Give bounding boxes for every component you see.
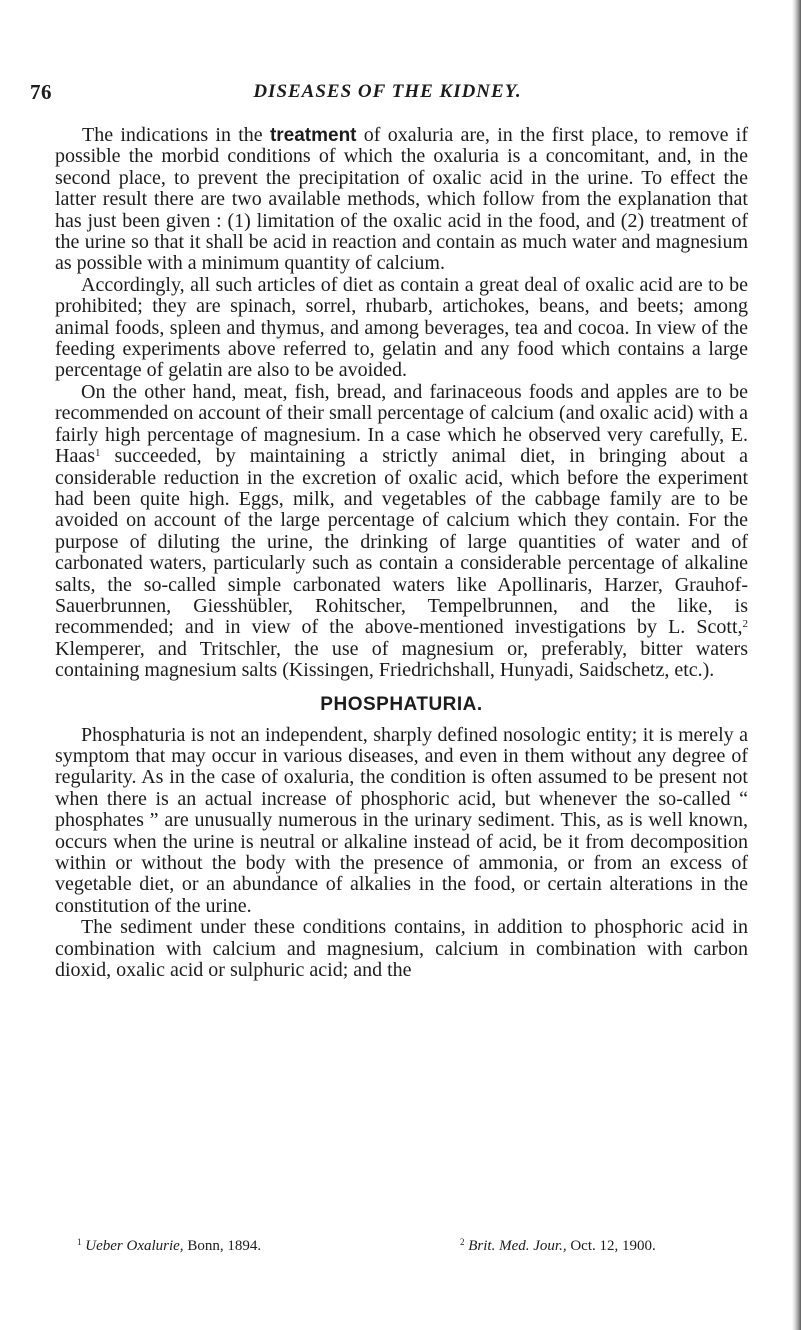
footnote-ref-2: 2 [742,618,748,631]
footnote-mark: 1 [77,1237,82,1247]
footnote-ref-1: 1 [94,447,101,460]
footnote-1 [77,1238,261,1255]
bold-term: treatment [269,125,357,146]
body-text [55,125,748,981]
paragraph-text: of oxaluria are, in the first place, to remove if possible the morbid conditions of which the oxaluria is a concomitant, and, in the second place, to prevent the precipitation of oxalic acid in the urine. To effect the latter result there are two available methods, which follow from the explanation that has just been given : (1) limitation of the oxalic acid in the food, and (2) treatment of the urine so that it shall be acid in reaction and contain as much water and magnesium as possible with a minimum quantity of calcium. [55,124,748,275]
running-title: DISEASES OF THE KIDNEY. [253,81,522,102]
paragraph-treatment [55,125,748,275]
footnote-text: Bonn, 1894. [183,1238,262,1254]
page-number: 76 [30,80,52,104]
paragraph-text: On the other hand, meat, fish, bread, and farinaceous foods and apples are to be recommended on account of their small percentage of calcium (and oxalic acid) with a fairly high percentage of magnesium. In a case which he observed very carefully, E. Haas [55,380,748,468]
footnote-2 [460,1238,656,1255]
footnote-title: Brit. Med. Jour., [468,1238,567,1254]
footnote-text: Oct. 12, 1900. [566,1238,656,1254]
footnote-title: Ueber Oxalurie, [85,1238,184,1254]
paragraph-text: succeeded, by maintaining a strictly animal diet, in bringing about a considerable reduction in the excretion of oxalic acid, which before the experiment had been quite high. Eggs, milk, and vegetables of the cabbage family are to be avoided on account of the large percentage of calcium which they contain. For the purpose of diluting the urine, the drinking of large quantities of water and of carbonated waters, particularly such as contain a considerable percentage of alkaline salts, the so-called simple carbonated waters like Apollinaris, Harzer, Grauhof-Sauerbrunnen, Giesshübler, Rohitscher, Tempelbrunnen, and the like, is recommended; and in view of the above-mentioned investigations by L. Scott, [55,445,748,639]
paragraph-text: Klemperer, and Tritschler, the use of magnesium or, preferably, bitter waters containing magnesium salts (Kissingen, Friedrichshall, Hunyadi, Saidschetz, etc.). [55,637,748,682]
section-heading: PHOSPHATURIA. [320,693,483,715]
paragraph-text: The indications in the [82,124,270,146]
page-edge-shadow [792,0,801,1330]
page-header [30,80,745,110]
paragraph-phosphaturia: Phosphaturia is not an independent, sharply defined nosologic entity; it is merely a symptom that may occur in various diseases, and even in them without any degree of regularity. As in the case of oxaluria, the condition is often assumed to be present not when there is an actual increase of phosphoric acid, but whenever the so-called “ phosphates ” are unusually numerous in the urinary sediment. This, as is well known, occurs when the urine is neutral or alkaline instead of acid, be it from decomposition within or without the body with the presence of ammonia, or from an excess of vegetable diet, or an abundance of alkalies in the food, or certain alterations in the constitution of the urine. [55,723,748,917]
paragraph-diet-recommended [55,382,748,682]
paragraph-diet-prohibited: Accordingly, all such articles of diet as contain a great deal of oxalic acid are to be prohibited; they are spinach, sorrel, rhubarb, artichokes, beans, and beets; among animal foods, spleen and thymus, and among beverages, tea and cocoa. In view of the feeding experiments above referred to, gelatin and any food which contains a large percentage of gelatin are also to be avoided. [55,273,748,382]
footnote-mark: 2 [460,1237,465,1247]
footnotes [77,1238,747,1258]
paragraph-sediment: The sediment under these conditions contains, in addition to phosphoric acid in combination with calcium and magnesium, calcium in combination with carbon dioxid, oxalic acid or sulphuric acid; and the [55,916,748,982]
